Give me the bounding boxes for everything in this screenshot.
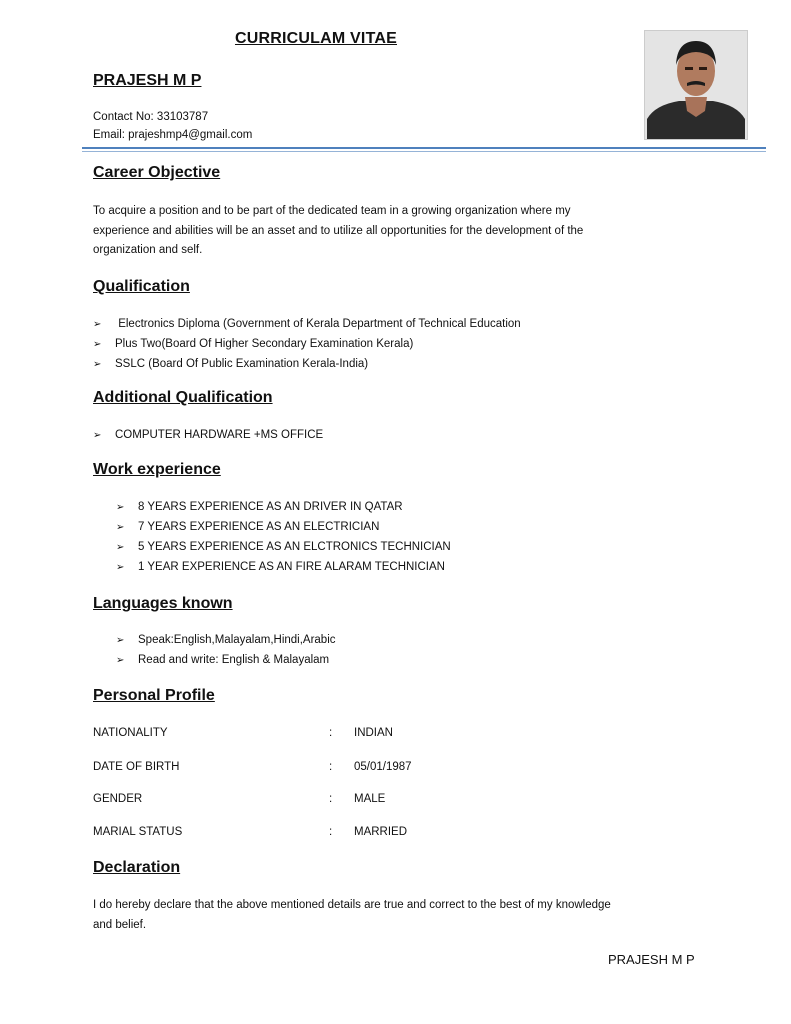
list-item (93, 354, 521, 374)
qualification-list (93, 314, 521, 374)
profile-separator: : (329, 727, 333, 739)
section-title-personal-profile: Personal Profile (93, 687, 215, 704)
arrow-bullet-icon: ➢ (116, 542, 125, 553)
languages-list (116, 630, 336, 670)
profile-label: MARIAL STATUS (93, 826, 183, 838)
section-title-additional-qualification: Additional Qualification (93, 389, 273, 406)
section-title-qualification: Qualification (93, 278, 190, 295)
applicant-name: PRAJESH M P (93, 72, 202, 89)
header-divider (82, 147, 766, 149)
list-item-text: 5 YEARS EXPERIENCE AS AN ELCTRONICS TECHNICIAN (138, 541, 451, 553)
list-item (93, 334, 521, 354)
profile-label: DATE OF BIRTH (93, 761, 180, 773)
arrow-bullet-icon: ➢ (116, 522, 125, 533)
profile-value: 05/01/1987 (354, 761, 412, 773)
additional-qualification-list (93, 425, 323, 445)
list-item-text: Electronics Diploma (Government of Kerala Department of Technical Education (115, 318, 521, 330)
email-address: Email: prajeshmp4@gmail.com (93, 129, 253, 141)
list-item-text: 7 YEARS EXPERIENCE AS AN ELECTRICIAN (138, 521, 380, 533)
section-title-career-objective: Career Objective (93, 164, 221, 181)
arrow-bullet-icon: ➢ (116, 635, 125, 646)
profile-photo (644, 30, 748, 140)
arrow-bullet-icon: ➢ (116, 655, 125, 666)
list-item (116, 497, 451, 517)
list-item (116, 557, 451, 577)
text-line: experience and abilities will be an asset and to utilize all opportunities for the development of the (93, 224, 584, 237)
profile-label: GENDER (93, 793, 143, 805)
list-item-text: 8 YEARS EXPERIENCE AS AN DRIVER IN QATAR (138, 501, 403, 513)
section-title-work-experience: Work experience (93, 461, 221, 478)
document-title: CURRICULAM VITAE (234, 30, 397, 47)
arrow-bullet-icon: ➢ (93, 430, 102, 441)
header-divider-thin (82, 151, 766, 152)
work-experience-list (116, 497, 451, 577)
list-item-text: Plus Two(Board Of Higher Secondary Examination Kerala) (115, 338, 414, 350)
arrow-bullet-icon: ➢ (93, 359, 102, 370)
list-item-text: COMPUTER HARDWARE +MS OFFICE (115, 429, 324, 441)
profile-value: MALE (354, 793, 386, 805)
list-item-text: Read and write: English & Malayalam (138, 654, 330, 666)
list-item (116, 517, 451, 537)
contact-number: Contact No: 33103787 (93, 111, 209, 123)
list-item (116, 650, 336, 670)
text-line: To acquire a position and to be part of the dedicated team in a growing organization where my (93, 205, 571, 217)
signature-name: PRAJESH M P (608, 952, 695, 967)
career-objective-text (93, 202, 693, 261)
person-photo-icon (645, 31, 747, 139)
list-item (116, 630, 336, 650)
list-item-text: 1 YEAR EXPERIENCE AS AN FIRE ALARAM TECHNICIAN (138, 561, 445, 573)
profile-separator: : (329, 826, 333, 838)
section-title-languages-known: Languages known (93, 595, 233, 612)
arrow-bullet-icon: ➢ (116, 562, 125, 573)
profile-separator: : (329, 761, 333, 773)
profile-separator: : (329, 793, 333, 805)
text-line: organization and self. (93, 244, 203, 256)
declaration-text (93, 896, 733, 935)
list-item (93, 314, 521, 334)
arrow-bullet-icon: ➢ (93, 339, 102, 350)
list-item-text: Speak:English,Malayalam,Hindi,Arabic (138, 634, 336, 646)
arrow-bullet-icon: ➢ (116, 502, 125, 513)
profile-value: INDIAN (354, 727, 393, 739)
list-item (116, 537, 451, 557)
profile-value: MARRIED (354, 826, 408, 838)
text-line: I do hereby declare that the above mentioned details are true and correct to the best of my knowledge (93, 899, 611, 911)
profile-label: NATIONALITY (93, 727, 168, 739)
list-item (93, 425, 323, 445)
list-item-text: SSLC (Board Of Public Examination Kerala-India) (115, 358, 369, 370)
text-line: and belief. (93, 918, 147, 931)
section-title-declaration: Declaration (93, 859, 181, 876)
arrow-bullet-icon: ➢ (93, 319, 102, 330)
